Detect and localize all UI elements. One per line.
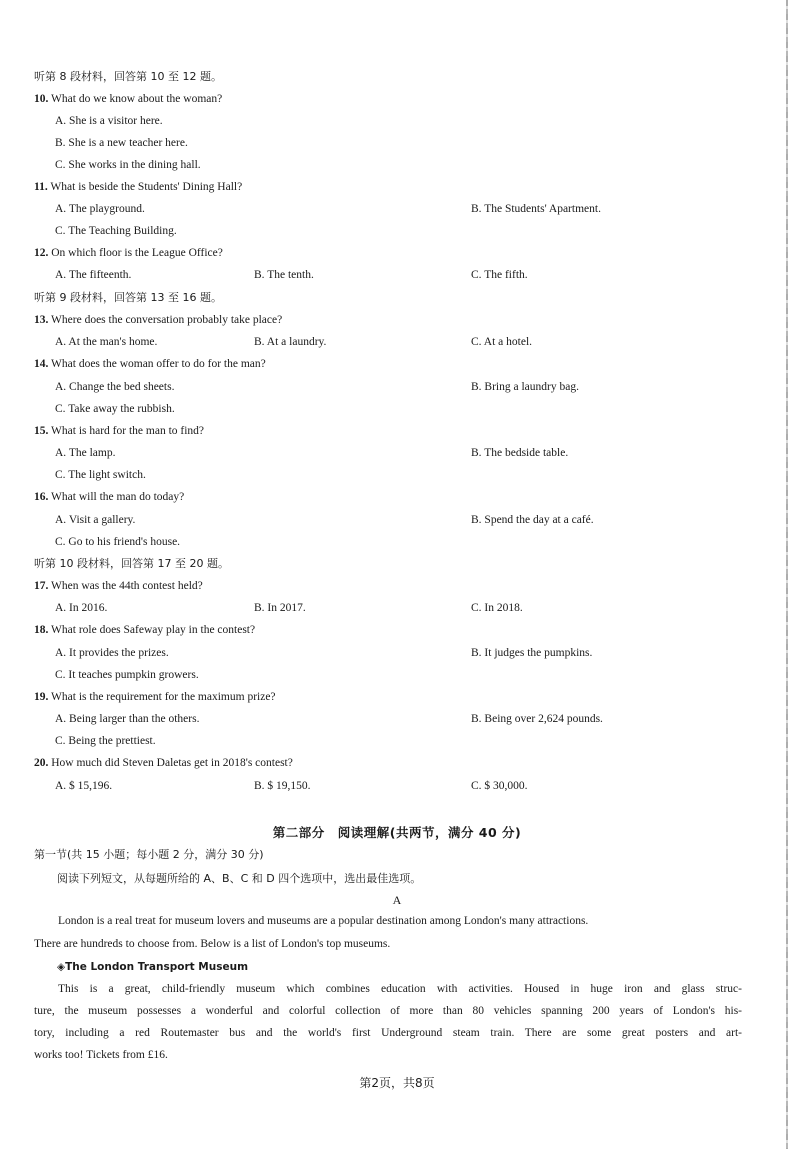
question-17 <box>34 579 203 593</box>
q10-option-a: A. She is a visitor here. <box>55 115 163 127</box>
question-18 <box>34 623 255 637</box>
museum-line-1: This is a great, child-friendly museum which combines education with activities. Housed in huge iron and glass struc- <box>58 983 742 995</box>
question-19 <box>34 690 276 704</box>
question-number: 12. <box>34 247 49 259</box>
page-footer: 第2页，共8页 <box>359 1076 435 1090</box>
q10-option-b: B. She is a new teacher here. <box>55 137 188 149</box>
question-text: What is hard for the man to find? <box>51 425 205 437</box>
question-text: When was the 44th contest held? <box>51 580 203 592</box>
part-two-title: 第二部分 阅读理解(共两节，满分 40 分) <box>272 825 522 840</box>
q18-option-a: A. It provides the prizes. <box>55 647 169 659</box>
q17-option-c: C. In 2018. <box>471 602 523 614</box>
q11-option-c: C. The Teaching Building. <box>55 225 177 237</box>
section-one-heading: 第一节(共 15 小题；每小题 2 分，满分 30 分) <box>34 848 264 861</box>
q19-option-c: C. Being the prettiest. <box>55 735 156 747</box>
question-text: What is beside the Students' Dining Hall? <box>50 181 243 193</box>
question-text: Where does the conversation probably take place? <box>51 314 283 326</box>
museum-line-2: ture, the museum possesses a wonderful and colorful collection of more than 80 vehicles spanning 200 years of London's his- <box>34 1005 742 1017</box>
q15-option-a: A. The lamp. <box>55 447 116 459</box>
q16-option-c: C. Go to his friend's house. <box>55 536 181 548</box>
question-text: What does the woman offer to do for the man? <box>51 358 266 370</box>
q16-option-a: A. Visit a gallery. <box>55 514 136 526</box>
q20-option-a: A. $ 15,196. <box>55 780 113 792</box>
q12-option-c: C. The fifth. <box>471 269 528 281</box>
question-11 <box>34 180 242 194</box>
q19-option-b: B. Being over 2,624 pounds. <box>471 713 603 725</box>
q12-option-b: B. The tenth. <box>254 269 314 281</box>
q17-option-a: A. In 2016. <box>55 602 108 614</box>
q14-option-a: A. Change the bed sheets. <box>55 381 175 393</box>
q10-option-c: C. She works in the dining hall. <box>55 159 201 171</box>
q14-option-c: C. Take away the rubbish. <box>55 403 175 415</box>
question-number: 11. <box>34 181 48 193</box>
q14-option-b: B. Bring a laundry bag. <box>471 381 579 393</box>
q18-option-b: B. It judges the pumpkins. <box>471 647 593 659</box>
question-16 <box>34 490 184 504</box>
question-number: 13. <box>34 314 49 326</box>
q18-option-c: C. It teaches pumpkin growers. <box>55 669 199 681</box>
q15-option-c: C. The light switch. <box>55 469 146 481</box>
question-text: What do we know about the woman? <box>51 93 223 105</box>
q13-option-c: C. At a hotel. <box>471 336 533 348</box>
q16-option-b: B. Spend the day at a café. <box>471 514 594 526</box>
question-14 <box>34 357 266 371</box>
question-number: 20. <box>34 757 49 769</box>
question-12 <box>34 246 223 260</box>
passage-intro-line-1: London is a real treat for museum lovers and museums are a popular destination among London's many attractions. <box>58 915 589 927</box>
q12-option-a: A. The fifteenth. <box>55 269 132 281</box>
question-text: On which floor is the League Office? <box>51 247 223 259</box>
question-number: 17. <box>34 580 49 592</box>
question-number: 10. <box>34 93 49 105</box>
question-text: What role does Safeway play in the contest? <box>51 624 256 636</box>
question-number: 19. <box>34 691 49 703</box>
section-10-instruction: 听第 10 段材料，回答第 17 至 20 题。 <box>34 557 229 570</box>
question-number: 14. <box>34 358 49 370</box>
q20-option-b: B. $ 19,150. <box>254 780 311 792</box>
museum-line-4: works too! Tickets from £16. <box>34 1049 168 1061</box>
section-9-instruction: 听第 9 段材料，回答第 13 至 16 题。 <box>34 291 222 304</box>
question-20 <box>34 756 293 770</box>
q13-option-b: B. At a laundry. <box>254 336 327 348</box>
passage-intro-line-2: There are hundreds to choose from. Below is a list of London's top museums. <box>34 938 391 950</box>
q11-option-a: A. The playground. <box>55 203 145 215</box>
q13-option-a: A. At the man's home. <box>55 336 158 348</box>
q17-option-b: B. In 2017. <box>254 602 306 614</box>
question-13 <box>34 313 282 327</box>
reading-instruction: 阅读下列短文，从每题所给的 A、B、C 和 D 四个选项中，选出最佳选项。 <box>57 872 422 885</box>
q11-option-b: B. The Students' Apartment. <box>471 203 601 215</box>
page-edge-binding <box>786 0 788 1149</box>
q15-option-b: B. The bedside table. <box>471 447 569 459</box>
question-15 <box>34 424 204 438</box>
section-8-instruction: 听第 8 段材料，回答第 10 至 12 题。 <box>34 70 222 83</box>
question-text: What is the requirement for the maximum prize? <box>51 691 276 703</box>
q19-option-a: A. Being larger than the others. <box>55 713 200 725</box>
question-number: 16. <box>34 491 49 503</box>
museum-line-3: tory, including a red Routemaster bus and the world's first Underground steam train. There are some great posters and art- <box>34 1027 742 1039</box>
question-text: What will the man do today? <box>51 491 185 503</box>
question-10 <box>34 92 222 106</box>
museum-title: ◈The London Transport Museum <box>57 961 249 973</box>
q20-option-c: C. $ 30,000. <box>471 780 528 792</box>
question-number: 18. <box>34 624 49 636</box>
passage-letter: A <box>392 893 402 907</box>
question-number: 15. <box>34 425 49 437</box>
question-text: How much did Steven Daletas get in 2018's contest? <box>51 757 293 769</box>
